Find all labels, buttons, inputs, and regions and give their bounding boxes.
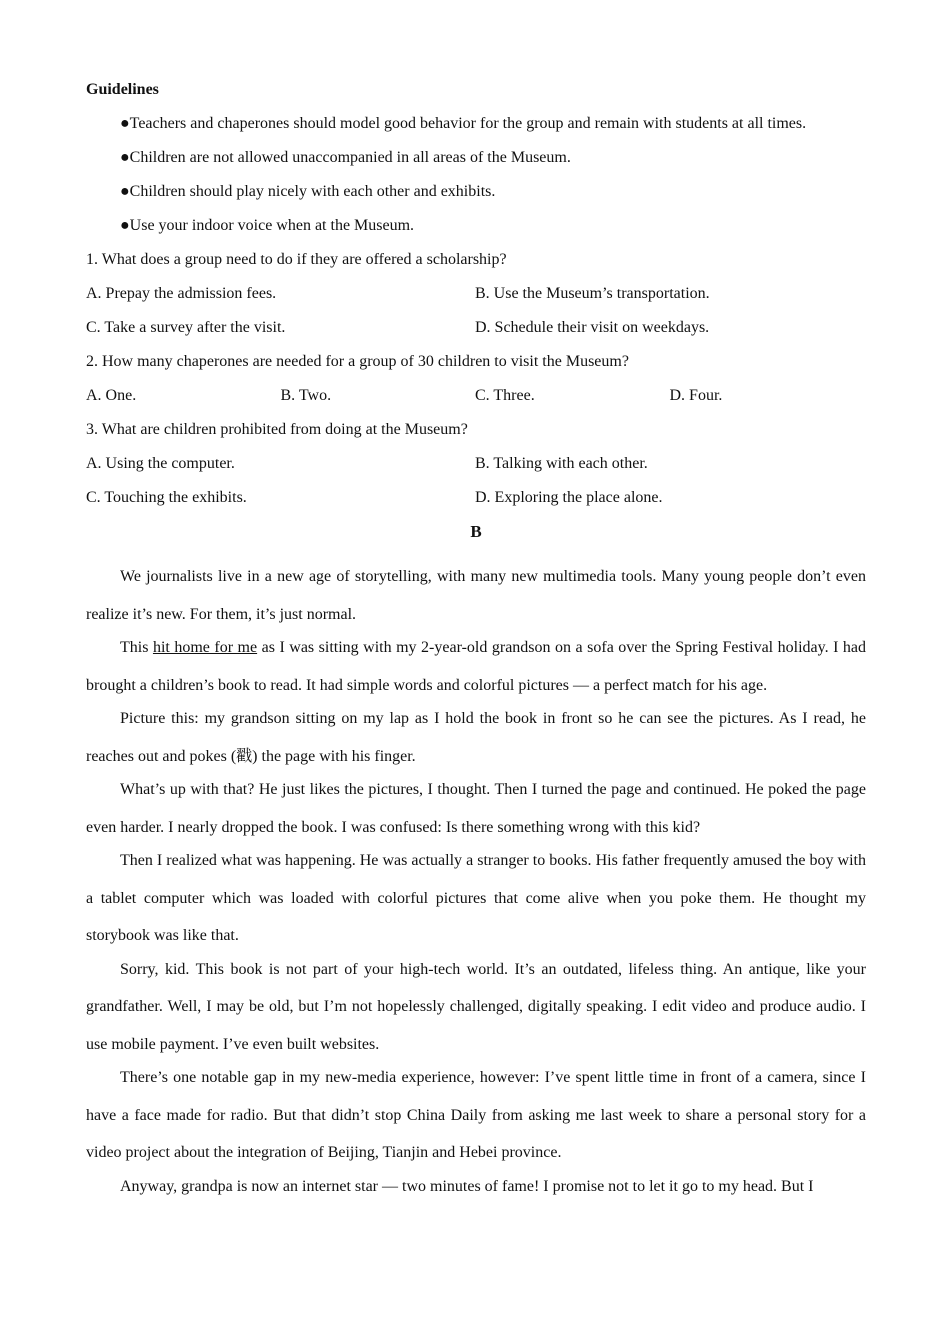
question-2-option-b: B. Two. <box>280 387 332 404</box>
question-1-option-b: B. Use the Museum’s transportation. <box>475 285 710 302</box>
question-3-options-row-1 <box>86 454 866 474</box>
guidelines-heading: Guidelines <box>86 81 159 98</box>
question-3-stem: 3. What are children prohibited from doing at the Museum? <box>86 421 468 438</box>
question-2-option-d: D. Four. <box>669 387 723 404</box>
passage-paragraph: Picture this: my grandson sitting on my lap as I hold the book in front so he can see the pictures. As I read, he reaches out and pokes (戳) the page with his finger. <box>86 710 866 765</box>
question-3-option-b: B. Talking with each other. <box>475 455 648 472</box>
question-1-options-row-2 <box>86 318 866 338</box>
passage-paragraph: We journalists live in a new age of storytelling, with many new multimedia tools. Many young people don’t even realize it’s new. For them, it’s just normal. <box>86 568 866 623</box>
passage-paragraph: Then I realized what was happening. He was actually a stranger to books. His father frequently amused the boy with a tablet computer which was loaded with colorful pictures that come alive when you poke them. He thought my storybook was like that. <box>86 852 866 944</box>
question-1-option-c: C. Take a survey after the visit. <box>86 319 286 336</box>
document-page <box>86 80 866 1201</box>
question-3-options-row-2 <box>86 488 866 508</box>
question-2-stem: 2. How many chaperones are needed for a group of 30 children to visit the Museum? <box>86 353 629 370</box>
guideline-bullet: ●Teachers and chaperones should model good behavior for the group and remain with students at all times. <box>120 115 807 132</box>
question-2-options <box>86 386 866 406</box>
question-3-option-d: D. Exploring the place alone. <box>475 489 663 506</box>
paragraph-text-after: as I was sitting with my 2-year-old grandson on a sofa over the Spring Festival holiday. I had brought a children’s book to read. It had simple words and colorful pictures — a perfect match for his age. <box>86 639 867 694</box>
question-3-option-c: C. Touching the exhibits. <box>86 489 247 506</box>
passage-paragraph: Anyway, grandpa is now an internet star — two minutes of fame! I promise not to let it go to my head. But I <box>120 1177 814 1195</box>
passage-paragraph: There’s one notable gap in my new-media experience, however: I’ve spent little time in front of a camera, since I have a face made for radio. But that didn’t stop China Daily from asking me last week to share a personal story for a video project about the integration of Beijing, Tianjin and Hebei province. <box>86 1069 866 1161</box>
question-3-option-a: A. Using the computer. <box>86 455 235 472</box>
question-1-option-a: A. Prepay the admission fees. <box>86 285 277 302</box>
question-2-option-c: C. Three. <box>475 387 535 404</box>
question-2-option-a: A. One. <box>86 387 137 404</box>
question-1-option-d: D. Schedule their visit on weekdays. <box>475 319 710 336</box>
guideline-bullet: ●Use your indoor voice when at the Museum. <box>120 217 415 234</box>
underlined-phrase: hit home for me <box>152 639 258 656</box>
question-1-stem: 1. What does a group need to do if they are offered a scholarship? <box>86 251 507 268</box>
passage-paragraph: Sorry, kid. This book is not part of your high-tech world. It’s an outdated, lifeless thing. An antique, like your grandfather. Well, I may be old, but I’m not hopelessly challenged, digitally speaking. I edit video and produce audio. I use mobile payment. I’ve even built websites. <box>86 960 866 1053</box>
passage-paragraph: What’s up with that? He just likes the pictures, I thought. Then I turned the page and continued. He poked the page even harder. I nearly dropped the book. I was confused: Is there something wrong with this kid? <box>86 781 866 836</box>
question-1-options-row-1 <box>86 284 866 304</box>
guideline-bullet: ●Children should play nicely with each other and exhibits. <box>120 183 496 200</box>
section-b-heading: B <box>470 522 482 541</box>
paragraph-text-before: This <box>120 639 153 656</box>
passage-paragraph <box>86 629 866 704</box>
guideline-bullet: ●Children are not allowed unaccompanied in all areas of the Museum. <box>120 149 571 166</box>
